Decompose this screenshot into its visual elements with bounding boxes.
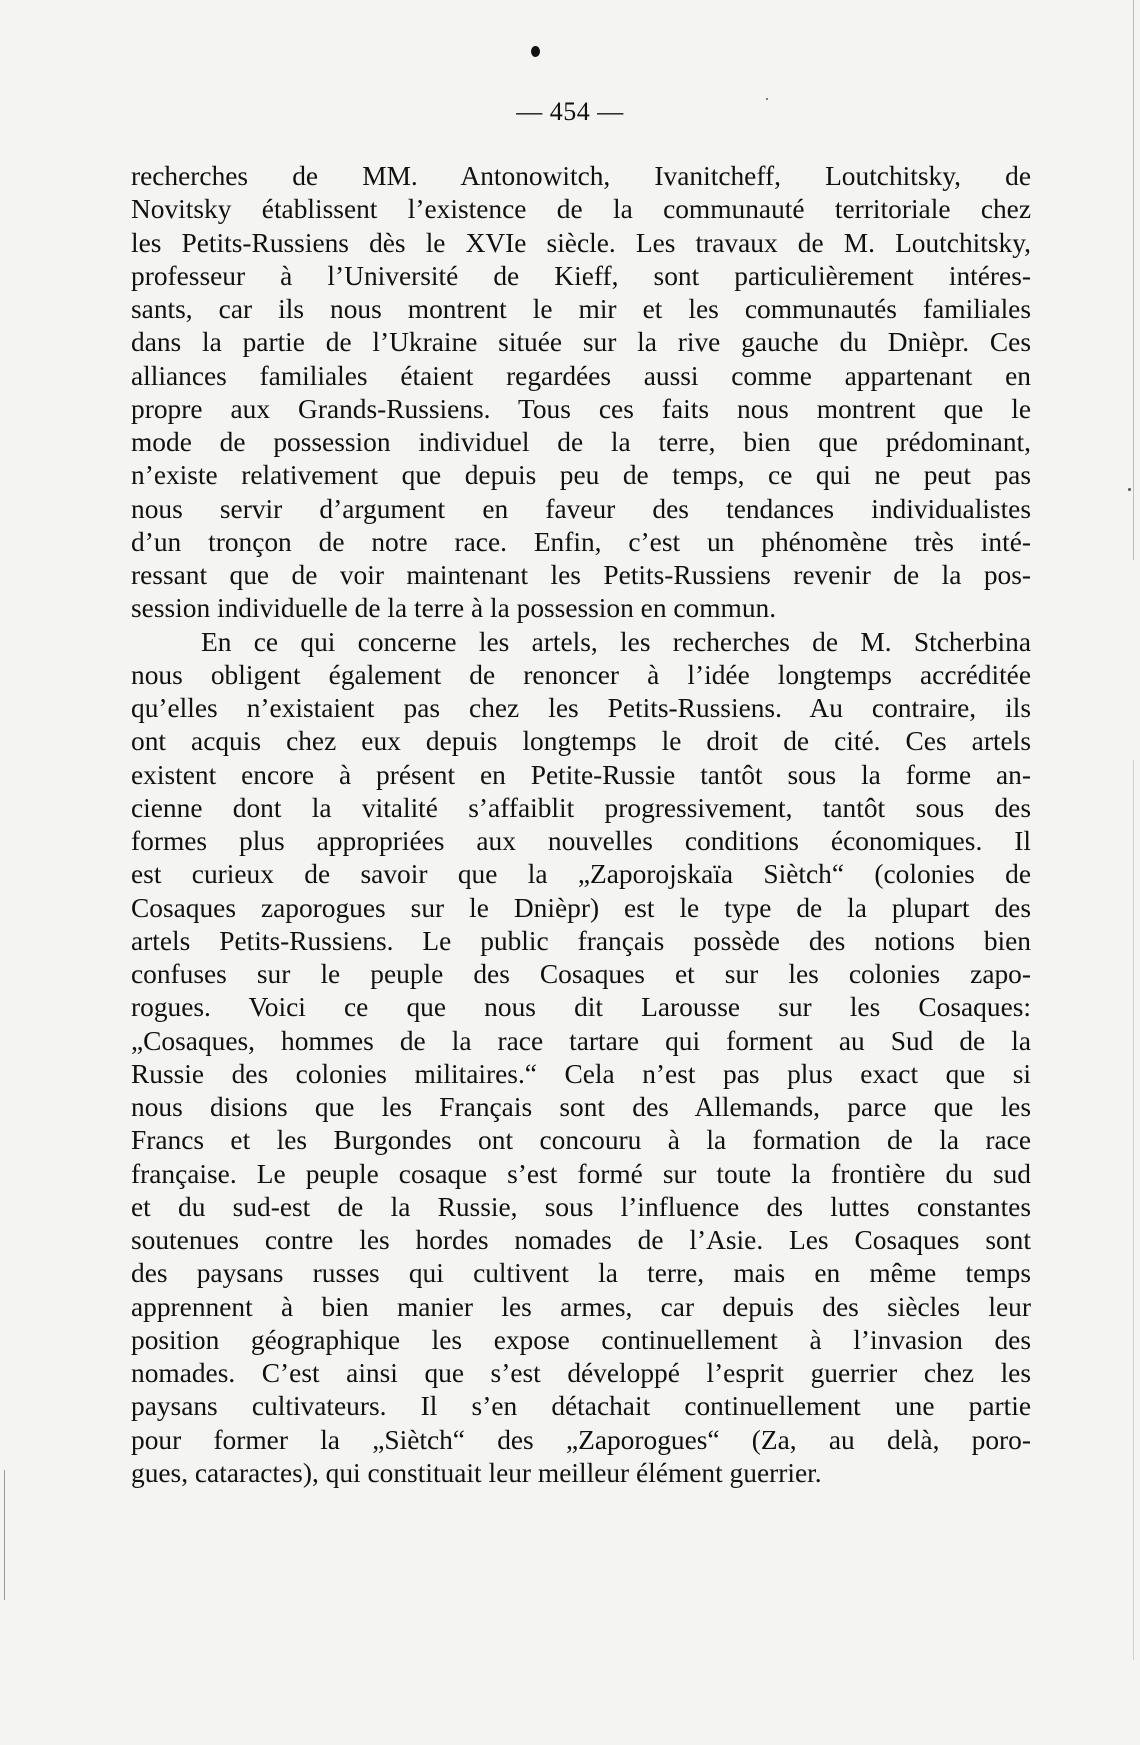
scan-speck (1128, 488, 1131, 491)
text-line: Novitsky établissent l’existence de la communauté territoriale chez (131, 194, 1031, 225)
text-line: est curieux de savoir que la „Zaporojskaïa Siètch“ (colonies de (131, 859, 1031, 890)
text-line: ont acquis chez eux depuis longtemps le droit de cité. Ces artels (131, 726, 1031, 757)
text-line: gues, cataractes), qui constituait leur meilleur élément guerrier. (131, 1457, 822, 1488)
text-line: paysans cultivateurs. Il s’en détachait continuellement une partie (131, 1391, 1031, 1422)
text-line: confuses sur le peuple des Cosaques et sur les colonies zapo- (131, 959, 1031, 989)
text-line: et du sud-est de la Russie, sous l’influence des luttes constantes (131, 1191, 1031, 1222)
text-line: nous servir d’argument en faveur des tendances individualistes (131, 493, 1031, 524)
text-line: En ce qui concerne les artels, les recherches de M. Stcherbina (201, 626, 1031, 657)
page-number: — 454 — (516, 97, 624, 126)
text-line: alliances familiales étaient regardées aussi comme appartenant en (131, 360, 1031, 391)
text-line: française. Le peuple cosaque s’est formé sur toute la frontière du sud (131, 1158, 1031, 1189)
body-text (131, 160, 1031, 1490)
text-line: rogues. Voici ce que nous dit Larousse sur les Cosaques: (131, 992, 1031, 1023)
ink-dot-mark (531, 46, 540, 57)
text-line: Cosaques zaporogues sur le Dnièpr) est le type de la plupart des (131, 892, 1031, 923)
text-line: „Cosaques, hommes de la race tartare qui forment au Sud de la (131, 1025, 1031, 1056)
text-line: artels Petits-Russiens. Le public français possède des notions bien (131, 925, 1031, 956)
text-line: nous disions que les Français sont des Allemands, parce que les (131, 1092, 1031, 1122)
text-line: cienne dont la vitalité s’affaiblit progressivement, tantôt sous des (131, 792, 1031, 823)
text-line: position géographique les expose continuellement à l’invasion des (131, 1324, 1031, 1355)
text-line: Russie des colonies militaires.“ Cela n’est pas plus exact que si (131, 1058, 1031, 1089)
text-line: n’existe relativement que depuis peu de temps, ce qui ne peut pas (131, 460, 1031, 491)
text-line: dans la partie de l’Ukraine située sur la rive gauche du Dnièpr. Ces (131, 327, 1031, 358)
text-line: ressant que de voir maintenant les Petits-Russiens revenir de la pos- (131, 560, 1031, 590)
text-line: session individuelle de la terre à la possession en commun. (131, 593, 777, 624)
text-line: des paysans russes qui cultivent la terre, mais en même temps (131, 1258, 1031, 1289)
text-line: pour former la „Siètch“ des „Zaporogues“ (Za, au delà, poro- (131, 1424, 1031, 1455)
text-line: formes plus appropriées aux nouvelles conditions économiques. Il (131, 826, 1031, 856)
text-line: nous obligent également de renoncer à l’idée longtemps accréditée (131, 659, 1031, 690)
text-line: les Petits-Russiens dès le XVIe siècle. Les travaux de M. Loutchitsky, (131, 227, 1031, 258)
text-line: recherches de MM. Antonowitch, Ivanitcheff, Loutchitsky, de (131, 161, 1031, 191)
text-line: sants, car ils nous montrent le mir et les communautés familiales (131, 294, 1031, 324)
text-line: existent encore à présent en Petite-Russie tantôt sous la forme an- (131, 759, 1031, 790)
text-line: soutenues contre les hordes nomades de l’Asie. Les Cosaques sont (131, 1225, 1031, 1255)
text-line: d’un tronçon de notre race. Enfin, c’est un phénomène très inté- (131, 526, 1031, 557)
text-line: nomades. C’est ainsi que s’est développé l’esprit guerrier chez les (131, 1358, 1031, 1388)
scan-left-mark (4, 1470, 5, 1600)
text-line: apprennent à bien manier les armes, car depuis des siècles leur (131, 1291, 1031, 1322)
text-line: qu’elles n’existaient pas chez les Petits-Russiens. Au contraire, ils (131, 693, 1031, 723)
page-edge-line (1133, 0, 1134, 560)
text-line: professeur à l’Université de Kieff, sont particulièrement intéres- (131, 260, 1031, 291)
text-line: Francs et les Burgondes ont concouru à la formation de la race (131, 1125, 1031, 1156)
text-line: propre aux Grands-Russiens. Tous ces faits nous montrent que le (131, 393, 1031, 424)
page-edge-line-lower (1133, 760, 1134, 1660)
text-line: mode de possession individuel de la terre, bien que prédominant, (131, 427, 1031, 457)
